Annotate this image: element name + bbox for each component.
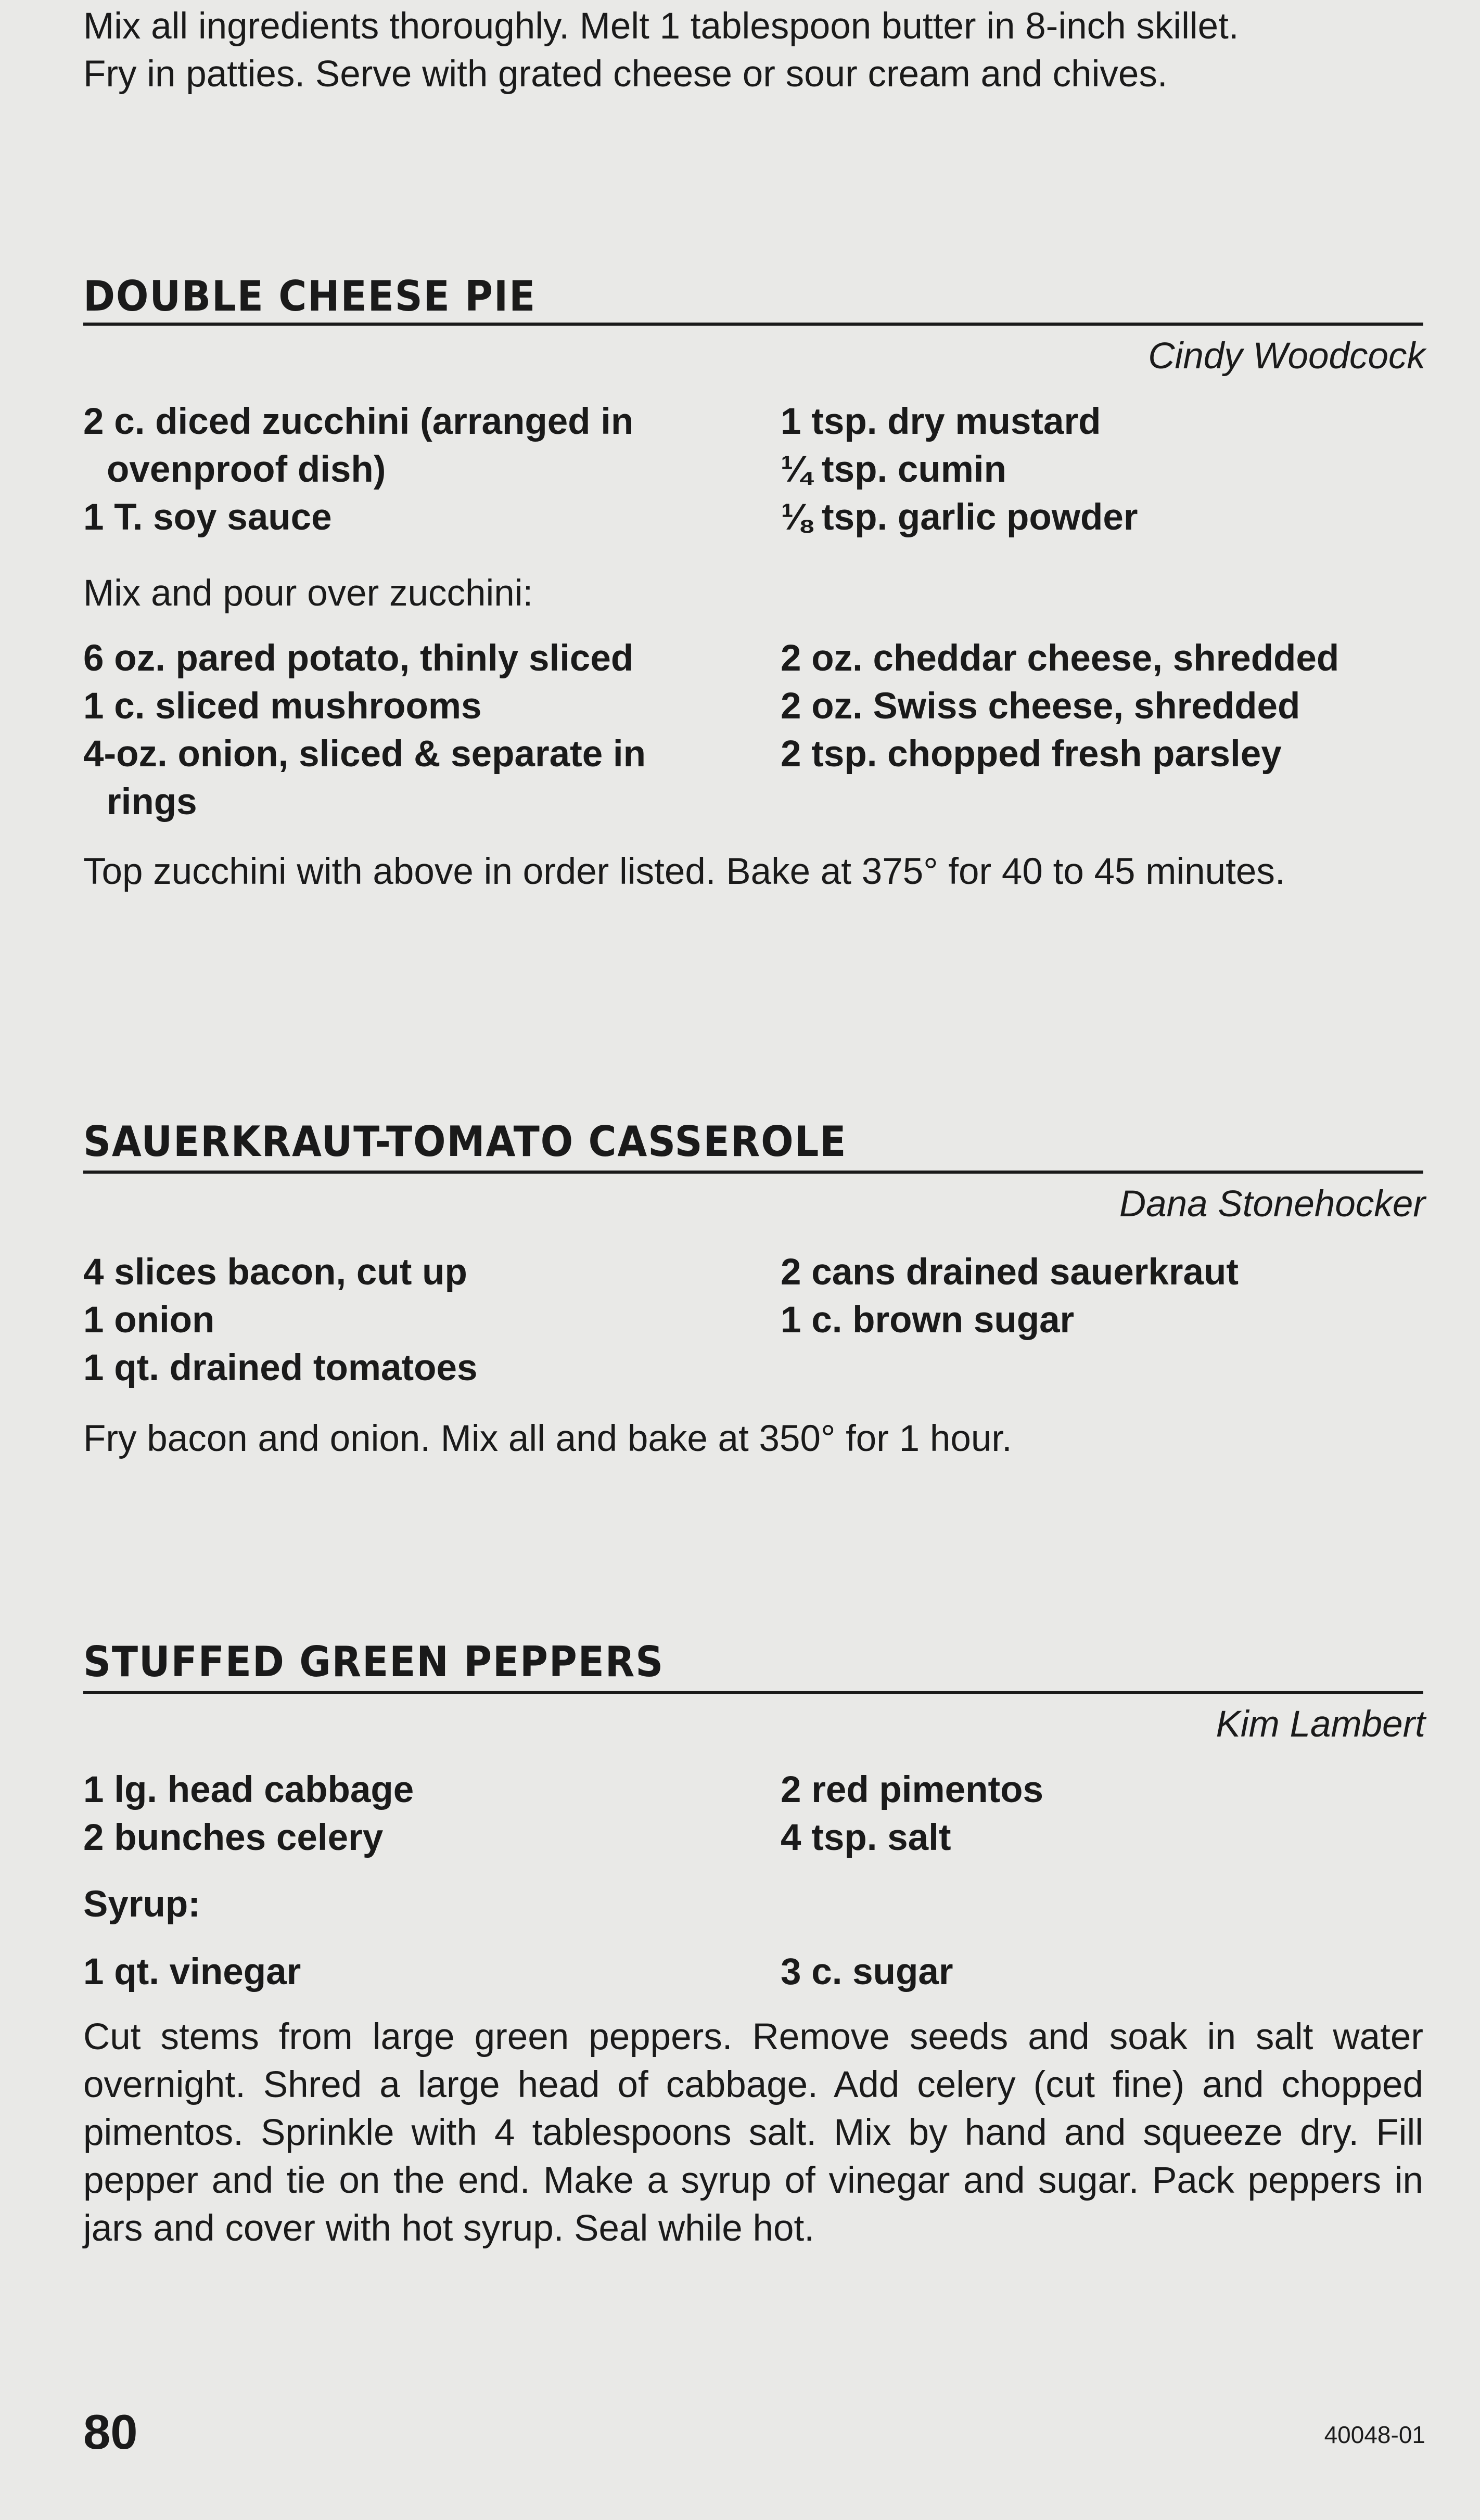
ingredients-left-column [83, 1249, 713, 1392]
ingredient-continued: rings [107, 781, 197, 822]
intro-line-2: Fry in patties. Serve with grated cheese or sour cream and chives. [83, 54, 1168, 95]
ingredient: 2 cans drained sauerkraut [781, 1252, 1239, 1293]
ingredient: 1 qt. drained tomatoes [83, 1347, 478, 1388]
recipe-author: Dana Stonehocker [1119, 1184, 1425, 1225]
ingredient: 1 c. brown sugar [781, 1300, 1075, 1341]
ingredient: 1 onion [83, 1300, 215, 1341]
title-rule [83, 323, 1423, 326]
ingredient: 4 tsp. salt [781, 1817, 951, 1858]
ingredients-right-column [781, 398, 1426, 542]
ingredients-right-column [781, 1766, 1426, 1862]
recipe-title: SAUERKRAUT-TOMATO CASSEROLE [83, 1117, 847, 1166]
recipe-author: Cindy Woodcock [1148, 336, 1425, 377]
recipe-author: Kim Lambert [1216, 1704, 1425, 1745]
page-number: 80 [83, 2405, 138, 2459]
ingredient: 2 oz. cheddar cheese, shredded [781, 638, 1339, 679]
intro-line-1: Mix all ingredients thoroughly. Melt 1 tablespoon butter in 8-inch skillet. [83, 6, 1239, 47]
ingredient: 2 oz. Swiss cheese, shredded [781, 686, 1300, 727]
title-rule [83, 1171, 1423, 1174]
ingredient: 1 lg. head cabbage [83, 1769, 414, 1810]
ingredient: 4-oz. onion, sliced & separate in [83, 734, 646, 775]
mid-instruction: Mix and pour over zucchini: [83, 573, 533, 614]
ingredients-left-column [83, 1766, 713, 1862]
ingredient: 2 c. diced zucchini (arranged in [83, 401, 634, 442]
ingredient: 1 T. soy sauce [83, 497, 332, 538]
ingredient: 2 red pimentos [781, 1769, 1044, 1810]
syrup-ingredient: 1 qt. vinegar [83, 1951, 301, 1992]
intro-directions [83, 3, 1423, 98]
recipe-title: STUFFED GREEN PEPPERS [83, 1638, 665, 1686]
ingredient: 4 slices bacon, cut up [83, 1252, 467, 1293]
ingredient: 1 tsp. dry mustard [781, 401, 1101, 442]
syrup-label: Syrup: [83, 1884, 200, 1925]
ingredients-left-column [83, 635, 713, 826]
ingredient-continued: ovenproof dish) [107, 449, 386, 490]
recipe-directions: Fry bacon and onion. Mix all and bake at 350° for 1 hour. [83, 1418, 1012, 1459]
title-rule [83, 1691, 1423, 1694]
ingredients-right-column [781, 1249, 1426, 1344]
ingredients-left-column [83, 398, 713, 542]
ingredients-right-column [781, 635, 1426, 778]
catalog-code: 40048-01 [1324, 2421, 1425, 2448]
ingredient: ⅛ tsp. garlic powder [781, 497, 1138, 538]
syrup-ingredient: 3 c. sugar [781, 1951, 953, 1992]
recipe-directions: Cut stems from large green peppers. Remove seeds and soak in salt water overnight. Shred a large head of cabbage. Add celery (cut fine) and chopped pimentos. Sprinkle with 4 tablespoons salt. Mix by hand and squeeze dry. Fill pepper and tie on the end. Make a syrup of vinegar and sugar. Pack peppers in jars and cover with hot syrup. Seal while hot. [83, 2016, 1423, 2249]
ingredient: 2 tsp. chopped fresh parsley [781, 734, 1282, 775]
ingredient: 2 bunches celery [83, 1817, 384, 1858]
recipe-directions: Top zucchini with above in order listed. Bake at 375° for 40 to 45 minutes. [83, 851, 1285, 892]
ingredient: 6 oz. pared potato, thinly sliced [83, 638, 634, 679]
ingredient: ¼ tsp. cumin [781, 449, 1006, 490]
ingredient: 1 c. sliced mushrooms [83, 686, 482, 727]
recipe-title: DOUBLE CHEESE PIE [83, 272, 537, 320]
